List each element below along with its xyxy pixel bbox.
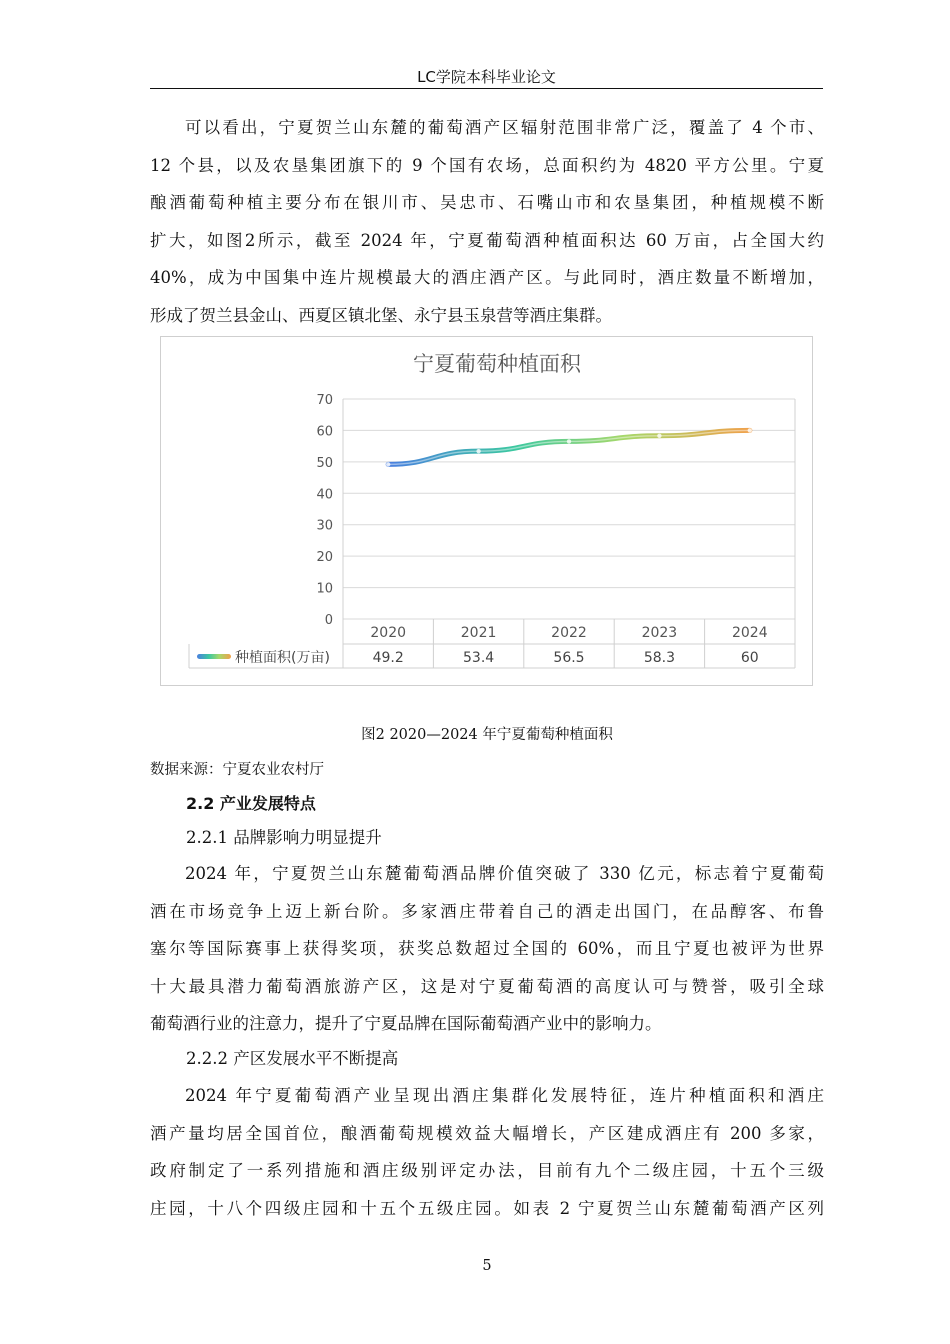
text-line: 塞尔等国际赛事上获得奖项，获奖总数超过全国的 60%，而且宁夏也被评为世界 xyxy=(150,939,824,958)
text-line: 十大最具潜力葡萄酒旅游产区，这是对宁夏葡萄酒的高度认可与赞誉，吸引全球 xyxy=(150,976,824,996)
data-table-value: 60 xyxy=(740,650,759,666)
text-line: 酒在市场竞争上迈上新台阶。多家酒庄带着自己的酒走出国门，在品醇客、布鲁 xyxy=(150,901,824,921)
data-table-value: 53.4 xyxy=(463,650,495,666)
legend-key xyxy=(197,654,231,659)
text-line: 葡萄酒行业的注意力，提升了宁夏品牌在国际葡萄酒产业中的影响力。 xyxy=(150,1014,662,1033)
x-tick-label: 2022 xyxy=(551,625,587,641)
subsection-heading: 2.2.1 品牌影响力明显提升 xyxy=(186,828,382,847)
text-line: 扩大，如图2所示，截至 2024 年，宁夏葡萄酒种植面积达 60 万亩，占全国大约 xyxy=(150,230,824,250)
y-tick-label: 50 xyxy=(316,455,333,471)
data-table-value: 56.5 xyxy=(553,650,585,666)
text-line: 庄园，十八个四级庄园和十五个五级庄园。如表 2 宁夏贺兰山东麓葡萄酒产区列 xyxy=(150,1198,824,1218)
legend-label: 种植面积(万亩) xyxy=(235,650,330,666)
text-line: 12 个县，以及农垦集团旗下的 9 个国有农场，总面积约为 4820 平方公里。宁夏 xyxy=(150,155,824,175)
text-line: 形成了贺兰县金山、西夏区镇北堡、永宁县玉泉营等酒庄集群。 xyxy=(150,305,612,325)
text-line: 2024 年宁夏葡萄酒产业呈现出酒庄集群化发展特征，连片种植面积和酒庄 xyxy=(185,1086,824,1105)
paragraph-brand xyxy=(150,855,824,1043)
chart-title: 宁夏葡萄种植面积 xyxy=(413,352,581,376)
data-point xyxy=(476,449,480,453)
y-tick-label: 40 xyxy=(316,487,333,503)
subsection-heading: 2.2.2 产区发展水平不断提高 xyxy=(186,1049,399,1068)
header-rule xyxy=(150,88,823,89)
x-tick-label: 2020 xyxy=(370,625,407,641)
paragraph-intro xyxy=(150,109,824,334)
y-tick-label: 0 xyxy=(324,613,333,628)
figure-chart xyxy=(160,336,813,686)
x-tick-label: 2023 xyxy=(641,625,678,641)
y-tick-label: 30 xyxy=(316,518,333,534)
data-table-value: 58.3 xyxy=(643,650,675,666)
line-chart xyxy=(161,337,812,685)
figure-caption: 图2 2020—2024 年宁夏葡萄种植面积 xyxy=(361,727,613,743)
page-number: 5 xyxy=(482,1258,492,1274)
text-line: 40%，成为中国集中连片规模最大的酒庄酒产区。与此同时，酒庄数量不断增加， xyxy=(150,268,824,287)
running-header: LC学院本科毕业论文 xyxy=(417,68,556,86)
text-line: 酿酒葡萄种植主要分布在银川市、吴忠市、石嘴山市和农垦集团，种植规模不断 xyxy=(150,193,824,212)
paragraph-region xyxy=(150,1077,824,1227)
text-line: 酒产量均居全国首位，酿酒葡萄规模效益大幅增长，产区建成酒庄有 200 多家， xyxy=(150,1123,824,1143)
series-line-outer xyxy=(388,430,750,464)
data-table-value: 49.2 xyxy=(372,650,404,666)
y-tick-label: 10 xyxy=(316,581,333,597)
figure-source: 数据来源：宁夏农业农村厅 xyxy=(150,762,324,778)
section-heading: 2.2 产业发展特点 xyxy=(186,794,316,813)
data-point xyxy=(657,434,661,438)
text-line: 2024 年，宁夏贺兰山东麓葡萄酒品牌价值突破了 330 亿元，标志着宁夏葡萄 xyxy=(185,864,824,883)
x-tick-label: 2024 xyxy=(731,625,768,641)
data-point xyxy=(386,462,390,466)
y-tick-label: 60 xyxy=(316,424,333,440)
y-tick-label: 70 xyxy=(316,393,333,408)
y-tick-label: 20 xyxy=(316,550,333,566)
text-line: 政府制定了一系列措施和酒庄级别评定办法，目前有九个二级庄园，十五个三级 xyxy=(150,1161,824,1180)
x-tick-label: 2021 xyxy=(460,625,497,641)
data-point xyxy=(567,439,571,443)
data-point xyxy=(748,428,752,432)
text-line: 可以看出，宁夏贺兰山东麓的葡萄酒产区辐射范围非常广泛，覆盖了 4 个市、 xyxy=(185,118,824,137)
